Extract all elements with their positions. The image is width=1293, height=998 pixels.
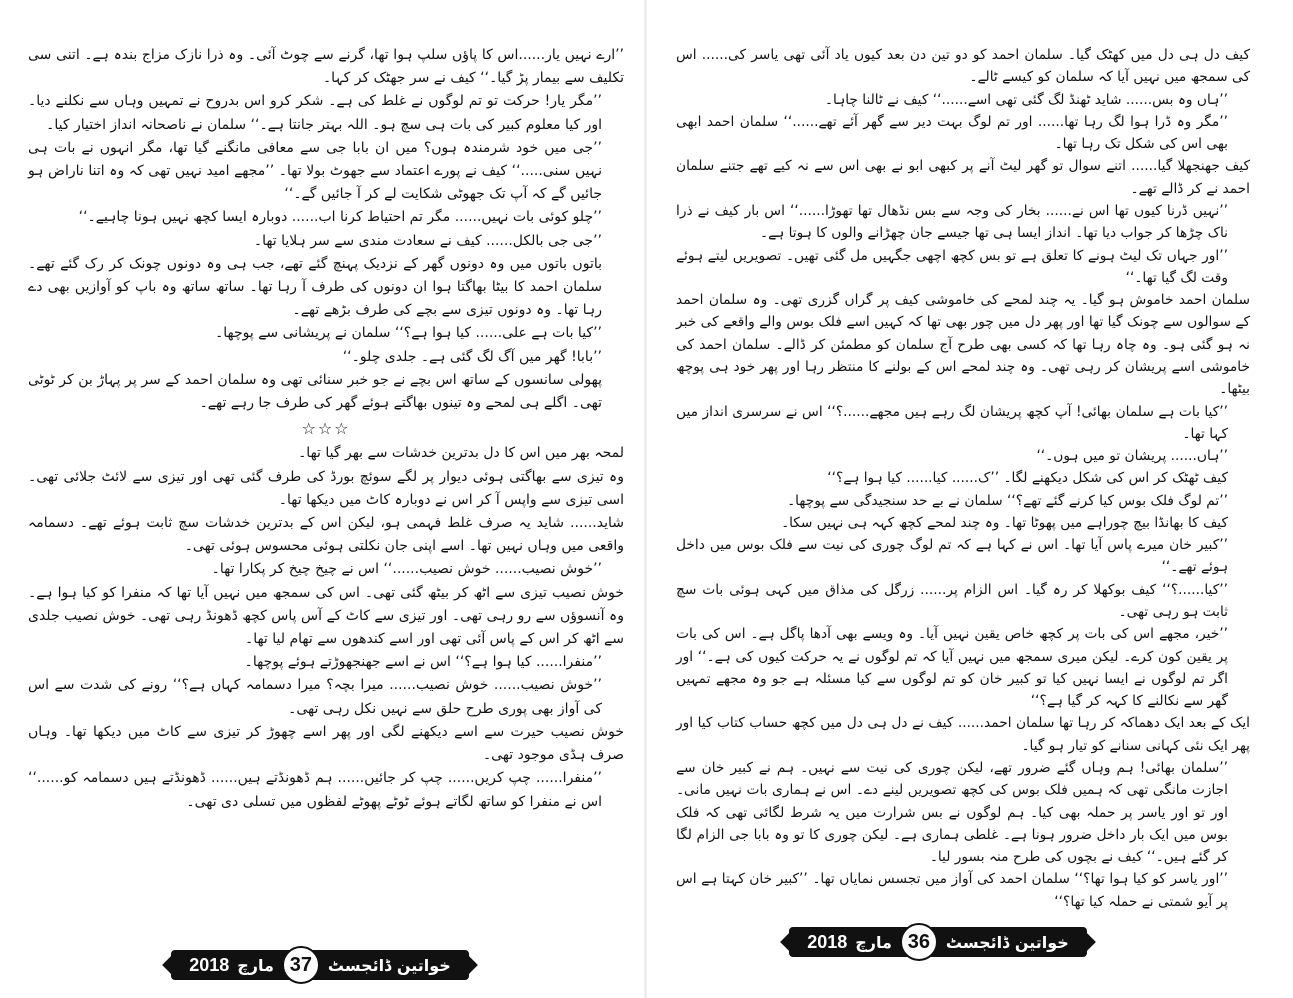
paragraph: ’’مگر یار! حرکت تو تم لوگوں نے غلط کی ہے۔ شکر کرو اس بدروح نے تمہیں وہاں سے نکلنے دیا۔ اور کیا معلوم کبیر کی بات ہی سچ ہو۔ اللہ بہتر جانتا ہے۔‘‘ سلمان نے ناصحانہ انداز اختیار کیا۔	[28, 93, 602, 133]
paragraph: ’’کبیر خان میرے پاس آیا تھا۔ اس نے کہا ہے کہ تم لوگ چوری کی نیت سے فلک بوس میں داخل ہوئے تھے۔‘‘	[676, 537, 1228, 576]
paragraph: ’’تم لوگ فلک بوس کیا کرنے گئے تھے؟‘‘ سلمان نے بے حد سنجیدگی سے پوچھا۔	[787, 492, 1228, 509]
footer-year: 2018	[189, 954, 230, 975]
paragraph: وہ تیزی سے بھاگتی ہوئی دیوار پر لگے سوئچ بورڈ کی طرف گئی تھی اور تیزی سے لائٹ جلائی تھی۔ اسی تیزی سے واپس آ کر اس نے دوبارہ کاٹ میں دیکھا تھا۔	[28, 468, 624, 508]
paragraph: ’’خیر، مجھے اس کی بات پر کچھ خاص یقین نہیں آیا۔ وہ ویسے بھی آدھا پاگل ہے۔ اس کی بات پر یقین کون کرے۔ لیکن میری سمجھ میں نہیں آیا کہ تم لوگوں نے یہ حرکت کیوں کی ہے۔‘‘ اور اگر تم لوگوں نے ایسا نہیں کیا تو کبیر خان کو تم لوگوں سے کیا مسئلہ ہے جو وہ مجھے تمہیں گھر سے نکالنے کا کہہ کر گیا ہے؟‘‘	[676, 626, 1228, 710]
paragraph: ’’منفرا...... چپ کریں...... چپ کر جائیں...... ہم ڈھونڈتے ہیں...... ڈھونڈتے ہیں دسمامہ کو......‘‘ اس نے منفرا کو ساتھ لگاتے ہوئے ٹوٹے پھوٹے لفظوں میں تسلی دی تھی۔	[28, 770, 602, 810]
paragraph: خوش نصیب حیرت سے اسے دیکھنے لگی اور پھر اسے چھوڑ کر تیزی سے کاٹ میں دیکھا تھا۔ وہاں صرف ہڈی موجود تھی۔	[28, 723, 624, 764]
paragraph: کیف کا بھانڈا بیچ چوراہے میں پھوٹا تھا۔ وہ چند لمحے کچھ کہہ ہی نہیں سکا۔	[781, 514, 1228, 531]
paragraph: ’’ارے نہیں یار......اس کا پاؤں سلپ ہوا تھا، گرنے سے چوٹ آئی۔ وہ ذرا نازک مزاج بندہ ہے۔ اتنی سی تکلیف سے بیمار پڑ گیا۔‘‘ کیف نے سر جھٹک کر کہا۔	[28, 47, 624, 87]
paragraph: کیف دل ہی دل میں کھٹک گیا۔ سلمان احمد کو دو تین دن بعد کیوں یاد آئی تھی یاسر کی...... اس کی سمجھ میں نہیں آیا کہ سلمان کو کیسے ٹالے۔	[676, 47, 1250, 86]
right-page	[646, 0, 1293, 998]
page-number: 36	[900, 923, 938, 961]
section-break-stars: ☆☆☆	[301, 419, 351, 439]
paragraph: ’’جی جی بالکل...... کیف نے سعادت مندی سے سر ہلایا تھا۔	[253, 232, 602, 249]
paragraph: ’’ہاں...... پریشان تو میں ہوں۔‘‘	[1036, 448, 1228, 465]
paragraph: ایک کے بعد ایک دھماکہ کر رہا تھا سلمان احمد...... کیف نے دل ہی دل میں کچھ حساب کتاب کیا اور پھر ایک نئی کہانی سنانے کو تیار ہو گیا۔	[676, 715, 1250, 754]
paragraph: پھولی سانسوں کے ساتھ اس بچے نے جو خبر سنائی تھی وہ سلمان احمد کے سر پر پہاڑ بن کر ٹوٹی تھی۔ اگلے ہی لمحے وہ تینوں بھاگتے ہوئے گھر کی طرف جا رہے تھے۔	[28, 371, 602, 412]
paragraph: ’’کیا بات ہے علی...... کیا ہوا ہے؟‘‘ سلمان نے پریشانی سے پوچھا۔	[215, 325, 602, 342]
paragraph: شاید...... شاید یہ صرف غلط فہمی ہو، لیکن اس کے بدترین خدشات سچ ثابت ہوئے تھے۔ دسمامہ واقعی میں وہاں نہیں تھا۔ اسے اپنی جان نکلتی ہوئی محسوس ہوئی تھی۔	[28, 515, 624, 555]
left-page-text-column	[28, 44, 624, 814]
paragraph: خوش نصیب تیزی سے اٹھ کر بیٹھ گئی تھی۔ اس کی سمجھ میں نہیں آیا تھا کہ منفرا کو کیا ہوا ہے۔ وہ آنسوؤں سے رو رہی تھی۔ اور تیزی سے کاٹ کے آس پاس کچھ ڈھونڈ رہی تھی۔ خوش نصیب جلدی سے اٹھ کر اس کے پاس آئی تھی اور اسے کندھوں سے تھام لیا تھا۔	[28, 584, 624, 648]
paragraph: ’’اور جہاں تک لیٹ ہونے کا تعلق ہے تو بس کچھ اچھی جگہیں مل گئی تھیں۔ تصویریں لیتے ہوئے وقت لگ گیا تھا۔‘‘	[676, 247, 1228, 286]
paragraph: ’’سلمان بھائی! ہم وہاں گئے ضرور تھے، لیکن چوری کی نیت سے نہیں۔ ہم نے کبیر خان سے اجازت مانگی تھی کہ ہمیں فلک بوس کی کچھ تصویریں لینے دے۔ اس نے ہماری بات نہیں مانی۔ اور تو اور یاسر پر حملہ بھی کیا۔ ہم لوگوں نے بس شرارت میں یہ شرط لگائی تھی کہ فلک بوس میں ایک بار داخل ضرور ہونا ہے۔ غلطی ہماری ہے۔ لیکن چوری کا تو وہ بابا جی الزام لگا کر گئے ہیں۔‘‘ کیف نے بچوں کی طرح منہ بسور لیا۔	[676, 760, 1228, 866]
paragraph: سلمان احمد خاموش ہو گیا۔ یہ چند لمحے کی خاموشی کیف پر گراں گزری تھی۔ وہ سلمان احمد کے سوالوں سے چونک گیا تھا اور پھر دل میں چور بھی تھا کہ کہیں اسے فلک بوس والے واقعے کی خبر نہ ہو گئی ہو۔ وہ چاہ رہا تھا کہ کسی بھی طرح آج سلمان کو مطمئن کر ڈالے۔ سلمان احمد کی خاموشی اسے پریشان کر رہی تھی۔ وہ چند لمحے اس کے بولنے کا منتظر رہا اور پھر خود ہی پوچھ بیٹھا۔	[676, 292, 1250, 398]
paragraph: ’’ہاں وہ بس...... شاید ٹھنڈ لگ گئی تھی اسے......‘‘ کیف نے ٹالنا چاہا۔	[824, 91, 1228, 108]
footer-month: مارچ	[855, 932, 892, 952]
paragraph: ’’خوش نصیب...... خوش نصیب...... میرا بچہ؟ میرا دسمامہ کہاں ہے؟‘‘ رونے کی شدت سے اس کی آواز بھی پوری طرح حلق سے نہیں نکل رہی تھی۔	[28, 677, 602, 717]
paragraph: کیف ٹھٹک کر اس کی شکل دیکھنے لگا۔ ’’ک...... کیا...... کیا ہوا ہے؟‘‘	[827, 470, 1228, 487]
page-number: 37	[282, 946, 320, 984]
paragraph: ’’منفرا...... کیا ہوا ہے؟‘‘ اس نے اسے جھنجھوڑتے ہوئے پوچھا۔	[244, 654, 602, 671]
left-page	[0, 0, 646, 998]
paragraph: ’’اور یاسر کو کیا ہوا تھا؟‘‘ سلمان احمد کی آواز میں تجسس نمایاں تھا۔ ’’کبیر خان کہتا ہے اس پر آیو شمتی نے حملہ کیا تھا؟‘‘	[676, 871, 1228, 910]
magazine-name: خواتین ڈائجسٹ	[327, 955, 451, 975]
footer-year: 2018	[807, 931, 848, 952]
paragraph: ’’چلو کوئی بات نہیں...... مگر تم احتیاط کرنا اب...... دوبارہ ایسا کچھ نہیں ہونا چاہیے۔‘‘	[78, 209, 602, 226]
right-page-footer	[807, 925, 1069, 959]
paragraph: ’’کیا بات ہے سلمان بھائی! آپ کچھ پریشان لگ رہے ہیں مجھے......؟‘‘ اس نے سرسری انداز میں کہا تھا۔	[676, 403, 1228, 442]
paragraph: کیف جھنجھلا گیا...... اتنے سوال تو گھر لیٹ آنے پر کبھی ابو نے بھی اس سے نہ کیے تھے جتنے سلمان احمد نے کر ڈالے تھے۔	[676, 158, 1250, 197]
paragraph: ’’خوش نصیب...... خوش نصیب......‘‘ اس نے چیخ چیخ کر پکارا تھا۔	[211, 561, 602, 578]
right-page-text-column	[676, 44, 1250, 913]
paragraph: ’’جی میں خود شرمندہ ہوں؟ میں ان بابا جی سے معافی مانگنے گیا تھا، مگر انہوں نے بات ہی نہیں سنی.....‘‘ کیف نے پورے اعتماد سے جھوٹ بولا تھا۔ ’’مجھے امید نہیں تھی کہ وہ اتنا ناراض ہو جائیں گے کہ آپ تک جھوٹی شکایت لے کر آ جائیں گے۔‘‘	[28, 139, 602, 203]
paragraph: لمحہ بھر میں اس کا دل بدترین خدشات سے بھر گیا تھا۔	[298, 445, 624, 462]
paragraph: باتوں باتوں میں وہ دونوں گھر کے نزدیک پہنچ گئے تھے، جب ہی وہ دونوں چونک کر رک گئے تھے۔ سلمان احمد کا بیٹا بھاگتا ہوا ان دونوں کی طرف آ رہا تھا۔ ساتھ ساتھ وہ باپ کو آوازیں بھی دے رہا تھا۔ وہ دونوں تیزی سے بچے کی طرف بڑھے تھے۔	[28, 255, 602, 319]
paragraph: ’’بابا! گھر میں آگ لگ گئی ہے۔ جلدی چلو۔‘‘	[342, 348, 602, 365]
left-page-footer	[189, 948, 451, 982]
footer-month: مارچ	[237, 955, 274, 975]
footer-banner	[789, 927, 1087, 957]
paragraph: ’’مگر وہ ڈرا ہوا لگ رہا تھا...... اور تم لوگ بہت دیر سے گھر آئے تھے......‘‘ سلمان احمد ابھی بھی اس کی شکل تک رہا تھا۔	[676, 113, 1228, 153]
paragraph: ’’کیا......؟‘‘ کیف بوکھلا کر رہ گیا۔ اس الزام پر...... زرگل کی مذاق میں کہی ہوئی بات سچ ثابت ہو رہی تھی۔	[676, 581, 1228, 621]
footer-banner	[171, 950, 469, 980]
magazine-name: خواتین ڈائجسٹ	[945, 932, 1069, 952]
paragraph: ’’نہیں ڈرنا کیوں تھا اس نے...... بخار کی وجہ سے بس نڈھال تھا تھوڑا......‘‘ اس بار کیف نے ذرا ناک چڑھا کر جواب دیا تھا۔ انداز ایسا ہی تھا جیسے جان چھڑانے والوں کا ہوتا ہے۔	[676, 202, 1228, 242]
